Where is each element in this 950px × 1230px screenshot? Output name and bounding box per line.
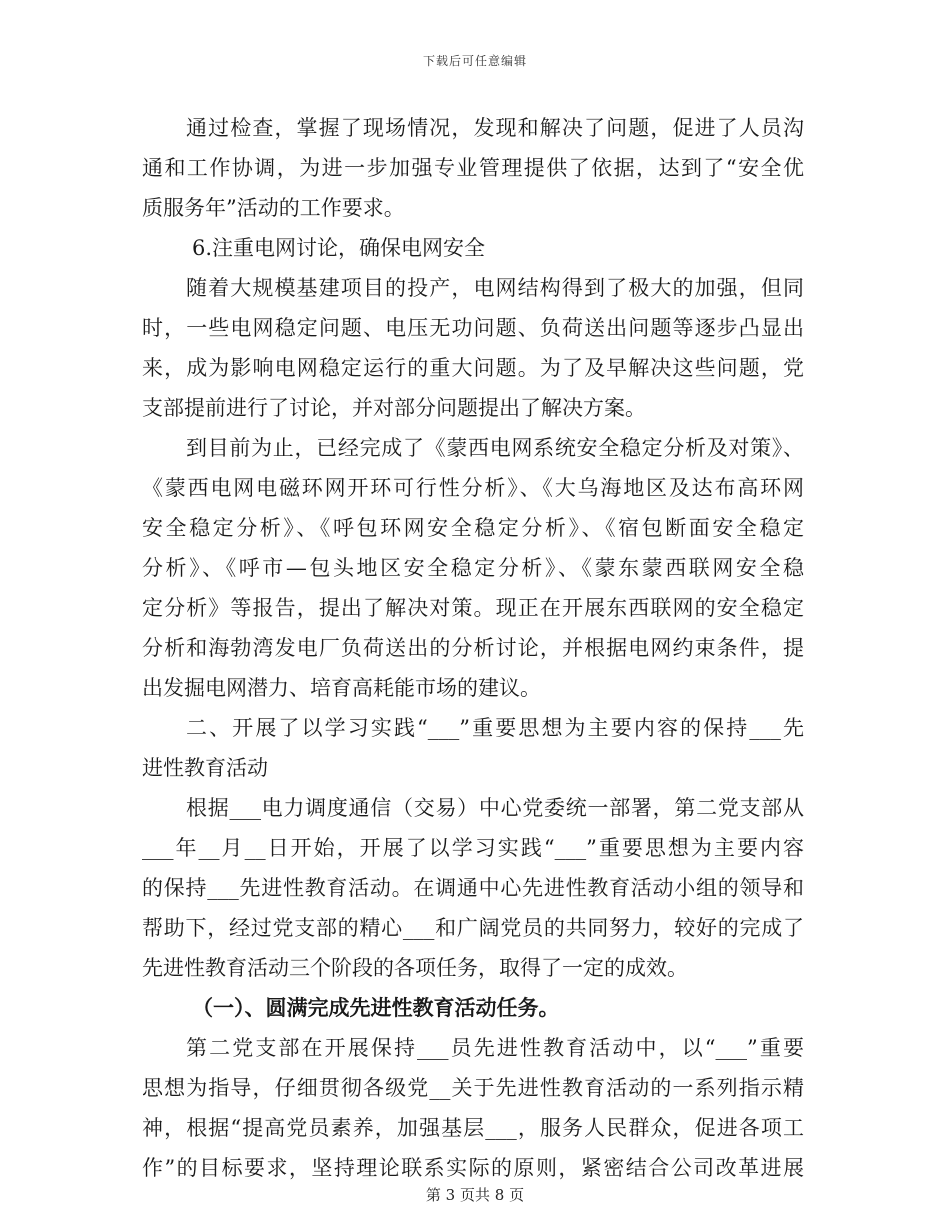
text-line: 支部提前进行了讨论，并对部分问题提出了解决方案。	[142, 396, 646, 420]
text-line: 帮助下，经过党支部的精心___和广阔党员的共同努力，较好的完成了	[142, 916, 804, 940]
text-line: 随着大规模基建项目的投产，电网结构得到了极大的加强，但同	[186, 276, 804, 300]
text-line: 质服务年”活动的工作要求。	[142, 196, 405, 220]
page-header-note: 下载后可任意编辑	[422, 54, 527, 68]
text-line: 安全稳定分析》、《呼包环网安全稳定分析》、《宿包断面安全稳定	[142, 516, 804, 540]
text-line: 时，一些电网稳定问题、电压无功问题、负荷送出问题等逐步凸显出	[142, 316, 804, 340]
section-heading: 二、开展了以学习实践“___”重要思想为主要内容的保持___先	[186, 716, 804, 740]
text-line: 的保持___先进性教育活动。在调通中心先进性教育活动小组的领导和	[142, 876, 804, 900]
section-heading: 6.注重电网讨论，确保电网安全	[192, 236, 486, 260]
text-line: 作”的目标要求，坚持理论联系实际的原则，紧密结合公司改革进展	[142, 1156, 804, 1180]
text-line: 到目前为止，已经完成了《蒙西电网系统安全稳定分析及对策》、	[186, 436, 804, 460]
document-body	[142, 108, 804, 1188]
subsection-heading: （一）、圆满完成先进性教育活动任务。	[192, 995, 560, 1020]
text-line: 出发掘电网潜力、培育高耗能市场的建议。	[142, 676, 541, 700]
text-line: 第二党支部在开展保持___员先进性教育活动中，以“___”重要	[186, 1036, 804, 1060]
text-line: 通和工作协调，为进一步加强专业管理提供了依据，达到了“安全优	[142, 156, 804, 180]
text-line: 来，成为影响电网稳定运行的重大问题。为了及早解决这些问题，党	[142, 356, 804, 380]
text-line: 通过检查，掌握了现场情况，发现和解决了问题，促进了人员沟	[186, 116, 804, 140]
text-line: 先进性教育活动三个阶段的各项任务，取得了一定的成效。	[142, 956, 688, 980]
text-line: 分析》、《呼市—包头地区安全稳定分析》、《蒙东蒙西联网安全稳	[142, 556, 804, 580]
text-line: 《蒙西电网电磁环网开环可行性分析》、《大乌海地区及达布高环网	[142, 476, 804, 500]
page-number: 第 3 页共 8 页	[425, 1186, 525, 1204]
section-heading: 进性教育活动	[142, 756, 268, 780]
text-line: ___年__月__日开始，开展了以学习实践“___”重要思想为主要内容	[142, 836, 804, 860]
text-line: 思想为指导，仔细贯彻各级党__关于先进性教育活动的一系列指示精	[142, 1076, 804, 1100]
text-line: 定分析》等报告，提出了解决对策。现正在开展东西联网的安全稳定	[142, 596, 804, 620]
text-line: 分析和海勃湾发电厂负荷送出的分析讨论，并根据电网约束条件，提	[142, 636, 804, 660]
text-line: 神，根据“提高党员素养，加强基层___，服务人民群众，促进各项工	[142, 1116, 804, 1140]
text-line: 根据___电力调度通信（交易）中心党委统一部署，第二党支部从	[186, 796, 804, 820]
